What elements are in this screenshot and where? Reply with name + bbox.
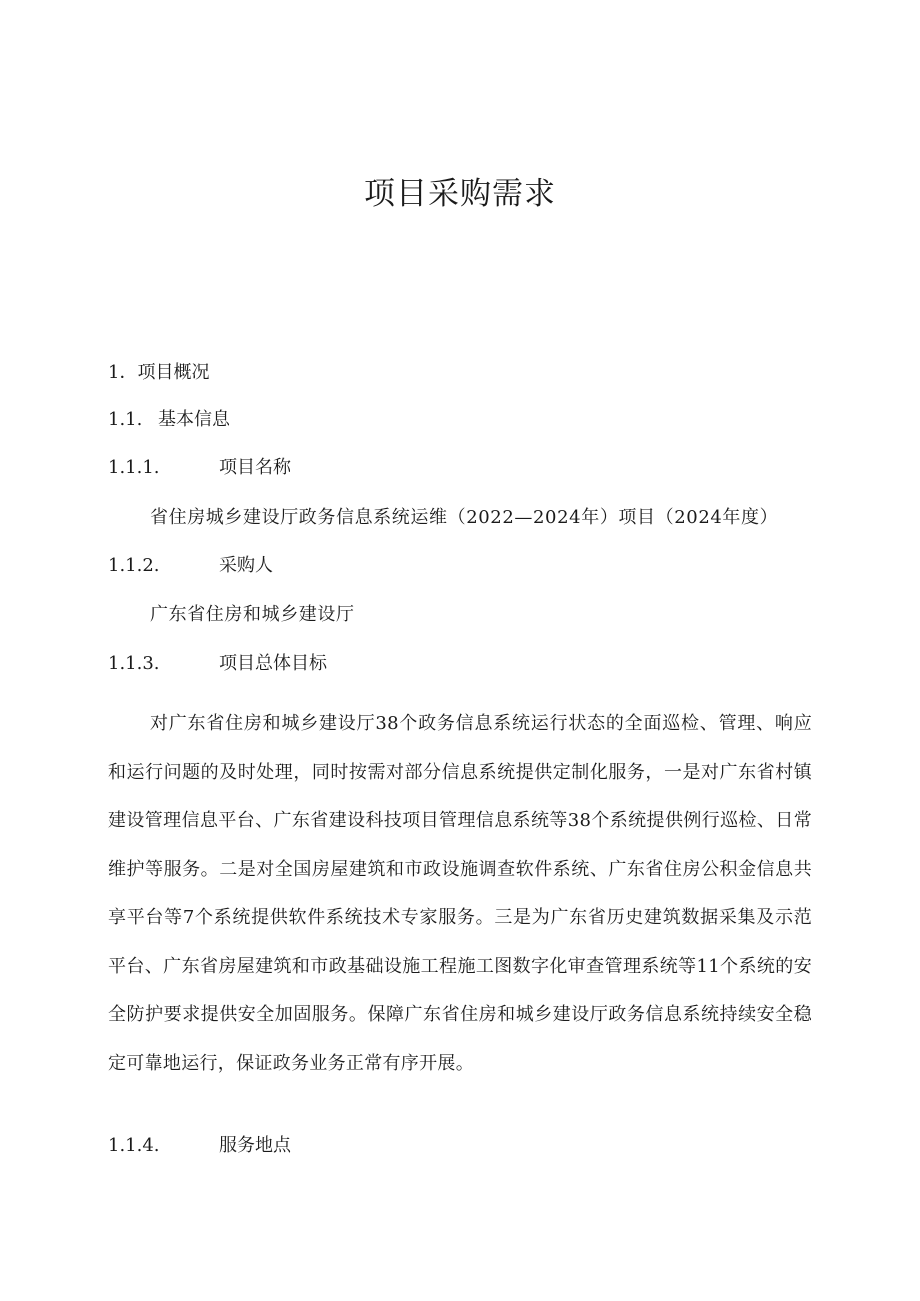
section-1-heading — [108, 360, 209, 386]
section-number: 1.1.3. — [108, 653, 160, 674]
purchaser-text: 广东省住房和城乡建设厅 — [150, 604, 355, 625]
section-label: 采购人 — [219, 555, 273, 576]
section-number: 1.1. — [108, 409, 143, 430]
section-label: 基本信息 — [158, 409, 230, 430]
section-number: 1.1.1. — [108, 457, 160, 478]
section-number: 1． — [108, 362, 138, 383]
section-number: 1.1.2. — [108, 555, 160, 576]
section-1-1-1-heading — [108, 455, 291, 481]
section-1-1-2-heading — [108, 553, 273, 579]
section-1-1-3-heading — [108, 651, 327, 677]
section-label: 服务地点 — [219, 1135, 291, 1156]
section-label: 项目概况 — [137, 362, 210, 383]
section-label: 项目总体目标 — [219, 653, 327, 674]
section-1-1-heading — [108, 407, 230, 433]
project-name-text: 省住房城乡建设厅政务信息系统运维（2022—2024年）项目（2024年度） — [150, 507, 779, 528]
document-title: 项目采购需求 — [364, 176, 556, 212]
section-number: 1.1.4. — [108, 1135, 160, 1156]
objective-paragraph: 对广东省住房和城乡建设厅38个政务信息系统运行状态的全面巡检、管理、响应和运行问题的及时处理，同时按需对部分信息系统提供定制化服务，一是对广东省村镇建设管理信息平台、广东省建设科技项目管理信息系统等38个系统提供例行巡检、日常维护等服务。二是对全国房屋建筑和市政设施调查软件系统、广东省住房公积金信息共享平台等7个系统提供软件系统技术专家服务。三是为广东省历史建筑数据采集及示范平台、广东省房屋建筑和市政基础设施工程施工图数字化审查管理系统等11个系统的安全防护要求提供安全加固服务。保障广东省住房和城乡建设厅政务信息系统持续安全稳定可靠地运行，保证政务业务正常有序开展。 — [108, 713, 812, 1074]
section-1-1-4-heading — [108, 1133, 291, 1159]
section-label: 项目名称 — [219, 457, 291, 478]
